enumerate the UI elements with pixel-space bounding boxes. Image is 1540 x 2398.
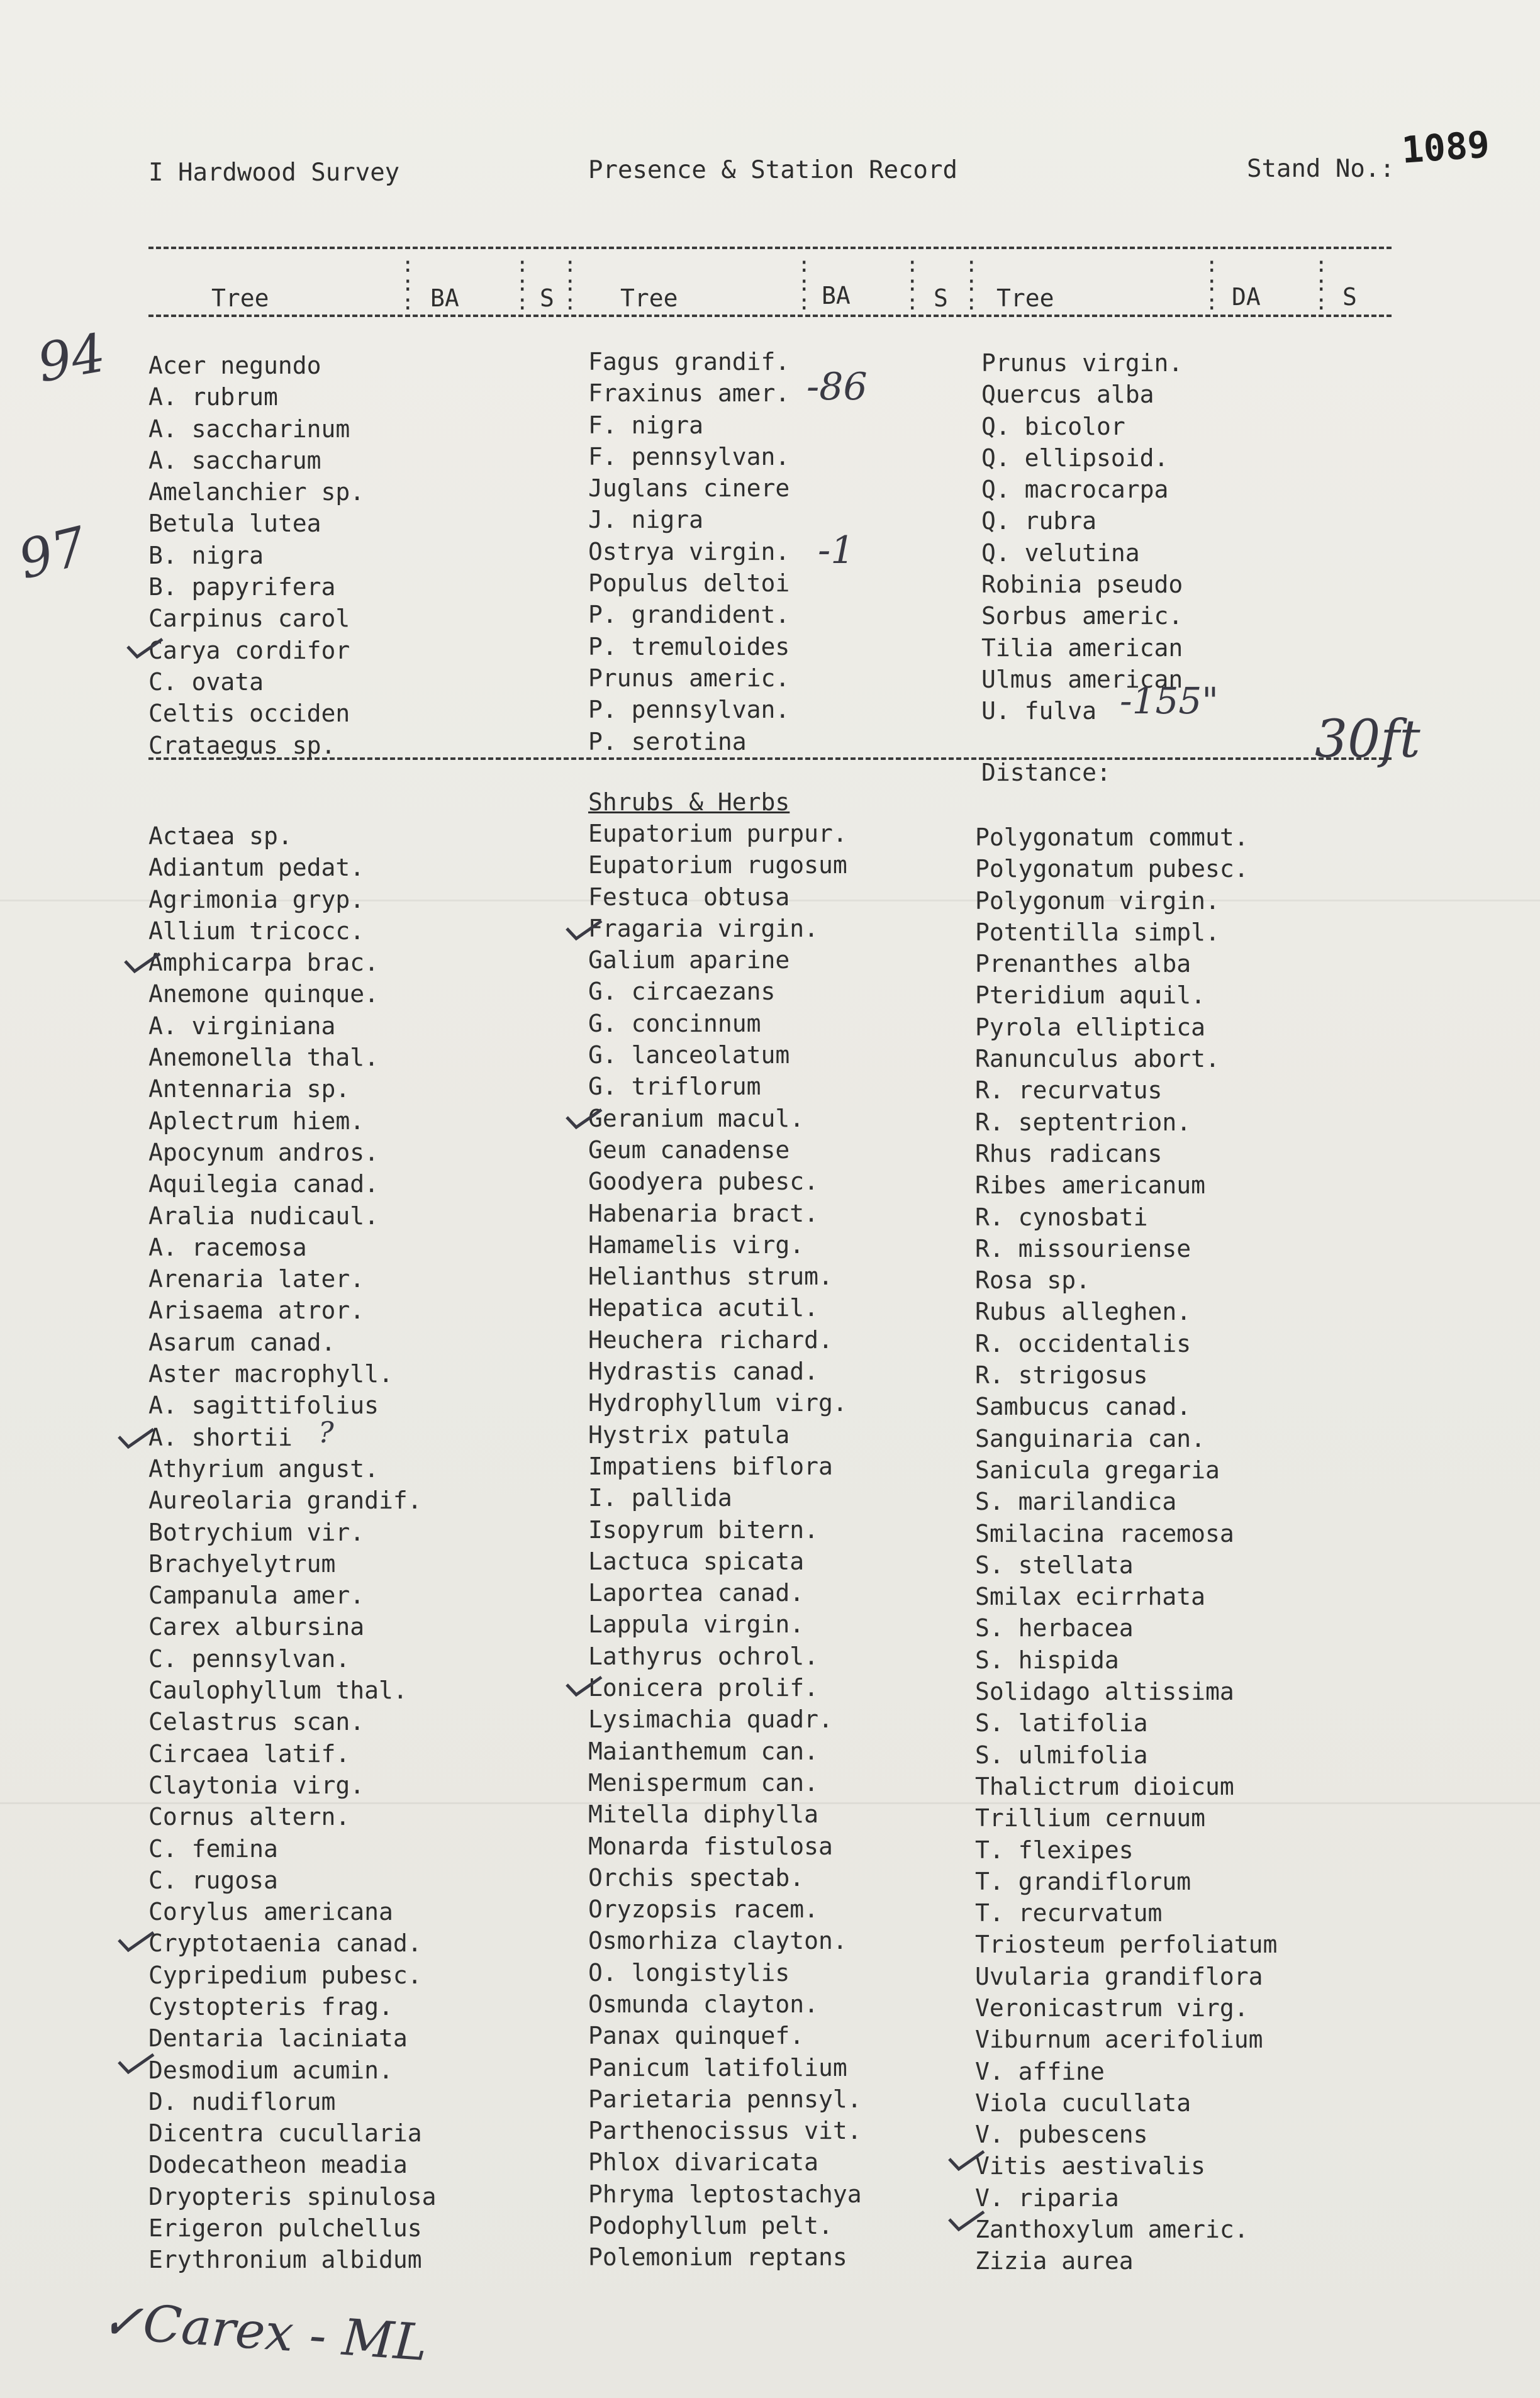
check-mark-icon bbox=[565, 917, 603, 942]
tree-list-col2: Fagus grandif. Fraxinus amer. F. nigra F. pennsylvan. Juglans cinere J. nigra Ostrya virgin. Populus deltoi P. grandident. P. tremuloides Prunus americ. P. pennsylvan. P. serotina bbox=[588, 348, 790, 756]
shrub-list-col2: Eupatorium purpur. Eupatorium rugosum Festuca obtusa Fragaria virgin. Galium aparine G. circaezans G. concinnum G. lanceolatum G. triflorum Geranium macul. Geum canadense Goodyera pubesc. Habenaria bract. Hamamelis virg. Helianthus strum. Hepatica acutil. Heuchera richard. Hydrastis canad. Hydrophyllum virg. Hystrix patula Impatiens biflora I. pallida Isopyrum bitern. Lactuca spicata Laportea canad. Lappula virgin. Lathyrus ochrol. Lonicera prolif. Lysimachia quadr. Maianthemum can. Menispermum can. Mitella diphylla Monarda fistulosa Orchis spectab. Oryzopsis racem. Osmorhiza clayton. O. longistylis Osmunda clayton. Panax quinquef. Panicum latifolium Parietaria pennsyl. Parthenocissus vit. Phlox divaricata Phryma leptostachya Podophyllum pelt. Polemonium reptans bbox=[588, 820, 862, 2272]
footer-note: ✓Carex - ML bbox=[99, 2290, 430, 2373]
check-mark-icon bbox=[565, 1673, 603, 1698]
check-mark-icon bbox=[565, 1106, 603, 1131]
distance-label: Distance: bbox=[981, 759, 1111, 786]
stand-number: 1089 bbox=[1400, 123, 1491, 172]
shrub-list-col3: Polygonatum commut. Polygonatum pubesc. Polygonum virgin. Potentilla simpl. Prenanthes alba Pteridium aquil. Pyrola elliptica Ranunculus abort. R. recurvatus R. septentrion. Rhus radicans Ribes americanum R. cynosbati R. missouriense Rosa sp. Rubus alleghen. R. occidentalis R. strigosus Sambucus canad. Sanguinaria can. Sanicula gregaria S. marilandica Smilacina racemosa S. stellata Smilax ecirrhata S. herbacea S. hispida Solidago altissima S. latifolia S. ulmifolia Thalictrum dioicum Trillium cernuum T. flexipes T. grandiflorum T. recurvatum Triosteum perfoliatum Uvularia grandiflora Veronicastrum virg. Viburnum acerifolium V. affine Viola cucullata V. pubescens Vitis aestivalis V. riparia Zanthoxylum americ. Zizia aurea bbox=[975, 823, 1278, 2275]
col-header-ba-2: BA bbox=[822, 282, 851, 310]
margin-note-b: 97 bbox=[12, 515, 93, 591]
col-header-ba-1: BA bbox=[430, 284, 459, 312]
distance-value-note: 30ft bbox=[1315, 710, 1420, 769]
check-mark-icon bbox=[947, 2148, 985, 2173]
check-mark-icon bbox=[117, 2051, 155, 2076]
col-header-s-1: S bbox=[540, 284, 554, 312]
section-divider bbox=[148, 757, 1392, 760]
col-header-tree-1: Tree bbox=[211, 284, 269, 312]
col-header-s-3: S bbox=[1342, 283, 1357, 311]
col-header-tree-2: Tree bbox=[620, 284, 678, 312]
margin-note-a: 94 bbox=[33, 321, 110, 394]
record-title: Presence & Station Record bbox=[588, 156, 957, 184]
fraxinus-ba-note: -86 bbox=[806, 365, 868, 409]
tree-list-col3: Prunus virgin. Quercus alba Q. bicolor Q. ellipsoid. Q. macrocarpa Q. rubra Q. velutina Robinia pseudo Sorbus americ. Tilia american Ulmus american U. fulva bbox=[981, 349, 1183, 725]
survey-title: I Hardwood Survey bbox=[148, 159, 400, 187]
stand-label: Stand No.: bbox=[1247, 155, 1395, 183]
check-mark-icon bbox=[947, 2208, 985, 2233]
check-mark-icon bbox=[117, 1425, 155, 1451]
survey-sheet: I Hardwood Survey Presence & Station Record Stand No.: 1089 : : : : : : : : : : : : : : : : : : : : : : : : Tree BA S Tree BA S Tree DA S Acer negundo A. rubrum A. saccharinum A. saccharum Amelanchier sp. Betula lutea B. nigra B. papyrifera Carpinus carol Carya cordifor C. ovata Celtis occiden Crataegus sp. Fagus grandif. Fraxinus amer. F. nigra F. pennsylvan. Juglans cinere J. nigra Ostrya virgin. Populus deltoi P. grandident. P. tremuloides Prunus americ. P. pennsylvan. P. serotina Prunus virgin. Quercus alba Q. bicolor Q. ellipsoid. Q. macrocarpa Q. rubra Q. velutina Robinia pseudo Sorbus americ. Tilia american Ulmus american U. fulva Distance: Shrubs & Herbs Actaea sp. Adiantum pedat. Agrimonia gryp. Allium tricocc. Amphicarpa brac. Anemone quinque. A. virginiana Anemonella thal. Antennaria sp. Aplectrum hiem. Apocynum andros. Aquilegia canad. Aralia nudicaul. A. racemosa Arenaria later. Arisaema atror. Asarum canad. Aster macrophyll. A. sagittifolius A. shortii Athyrium angust. Aureolaria grandif. Botrychium vir. Brachyelytrum Campanula amer. Carex albursina C. pennsylvan. Caulophyllum thal. Celastrus scan. Circaea latif. Claytonia virg. Cornus altern. C. femina C. rugosa Corylus americana Cryptotaenia canad. Cypripedium pubesc. Cystopteris frag. Dentaria laciniata Desmodium acumin. D. nudiflorum Dicentra cucullaria Dodecatheon meadia Dryopteris spinulosa Erigeron pulchellus Erythronium albidum Eupatorium purpur. Eupatorium rugosum Festuca obtusa Fragaria virgin. Galium aparine G. circaezans G. concinnum G. lanceolatum G. triflorum Geranium macul. Geum canadense Goodyera pubesc. Habenaria bract. Hamamelis virg. Helianthus strum. Hepatica acutil. Heuchera richard. Hydrastis canad. Hydrophyllum virg. Hystrix patula Impatiens biflora I. pallida Isopyrum bitern. Lactuca spicata Laportea canad. Lappula virgin. Lathyrus ochrol. Lonicera prolif. Lysimachia quadr. Maianthemum can. Menispermum can. Mitella diphylla Monarda fistulosa Orchis spectab. Oryzopsis racem. Osmorhiza clayton. O. longistylis Osmunda clayton. Panax quinquef. Panicum latifolium Parietaria pennsyl. Parthenocissus vit. Phlox divaricata Phryma leptostachya Podophyllum pelt. Polemonium reptans Polygonatum commut. Polygonatum pubesc. Polygonum virgin. Potentilla simpl. Prenanthes alba Pteridium aquil. Pyrola elliptica Ranunculus abort. R. recurvatus R. septentrion. Rhus radicans Ribes americanum R. cynosbati R. missouriense Rosa sp. Rubus alleghen. R. occidentalis R. strigosus Sambucus canad. Sanguinaria can. Sanicula gregaria S. marilandica Smilacina racemosa S. stellata Smilax ecirrhata S. herbacea S. hispida Solidago altissima S. latifolia S. ulmifolia Thalictrum dioicum Trillium cernuum T. flexipes T. grandiflorum T. recurvatum Triosteum perfoliatum Uvularia grandiflora Veronicastrum virg. Viburnum acerifolium V. affine Viola cucullata V. pubescens Vitis aestivalis V. riparia Zanthoxylum americ. Zizia aurea 94 97 -86 -1 -155" 30ft ? ✓Carex - ML bbox=[0, 0, 1540, 2398]
ostrya-ba-note: -1 bbox=[818, 528, 855, 572]
question-mark-note: ? bbox=[318, 1415, 334, 1449]
shrubs-heading: Shrubs & Herbs bbox=[588, 788, 790, 816]
check-mark-icon bbox=[117, 1929, 155, 1954]
check-mark-icon bbox=[123, 950, 161, 975]
col-header-da-3: DA bbox=[1232, 283, 1261, 311]
col-header-tree-3: Tree bbox=[996, 284, 1054, 312]
col-header-s-2: S bbox=[934, 284, 948, 312]
shrub-list-col1: Actaea sp. Adiantum pedat. Agrimonia gryp. Allium tricocc. Amphicarpa brac. Anemone quinque. A. virginiana Anemonella thal. Antennaria sp. Aplectrum hiem. Apocynum andros. Aquilegia canad. Aralia nudicaul. A. racemosa Arenaria later. Arisaema atror. Asarum canad. Aster macrophyll. A. sagittifolius A. shortii Athyrium angust. Aureolaria grandif. Botrychium vir. Brachyelytrum Campanula amer. Carex albursina C. pennsylvan. Caulophyllum thal. Celastrus scan. Circaea latif. Claytonia virg. Cornus altern. C. femina C. rugosa Corylus americana Cryptotaenia canad. Cypripedium pubesc. Cystopteris frag. Dentaria laciniata Desmodium acumin. D. nudiflorum Dicentra cucullaria Dodecatheon meadia Dryopteris spinulosa Erigeron pulchellus Erythronium albidum bbox=[148, 822, 437, 2274]
check-mark-icon bbox=[126, 635, 164, 661]
tree-list-col1: Acer negundo A. rubrum A. saccharinum A. saccharum Amelanchier sp. Betula lutea B. nigra B. papyrifera Carpinus carol Carya cordifor C. ovata Celtis occiden Crataegus sp. bbox=[148, 352, 365, 759]
header-rule-top bbox=[148, 247, 1392, 249]
ulmus-ba-note: -155" bbox=[1120, 679, 1219, 722]
